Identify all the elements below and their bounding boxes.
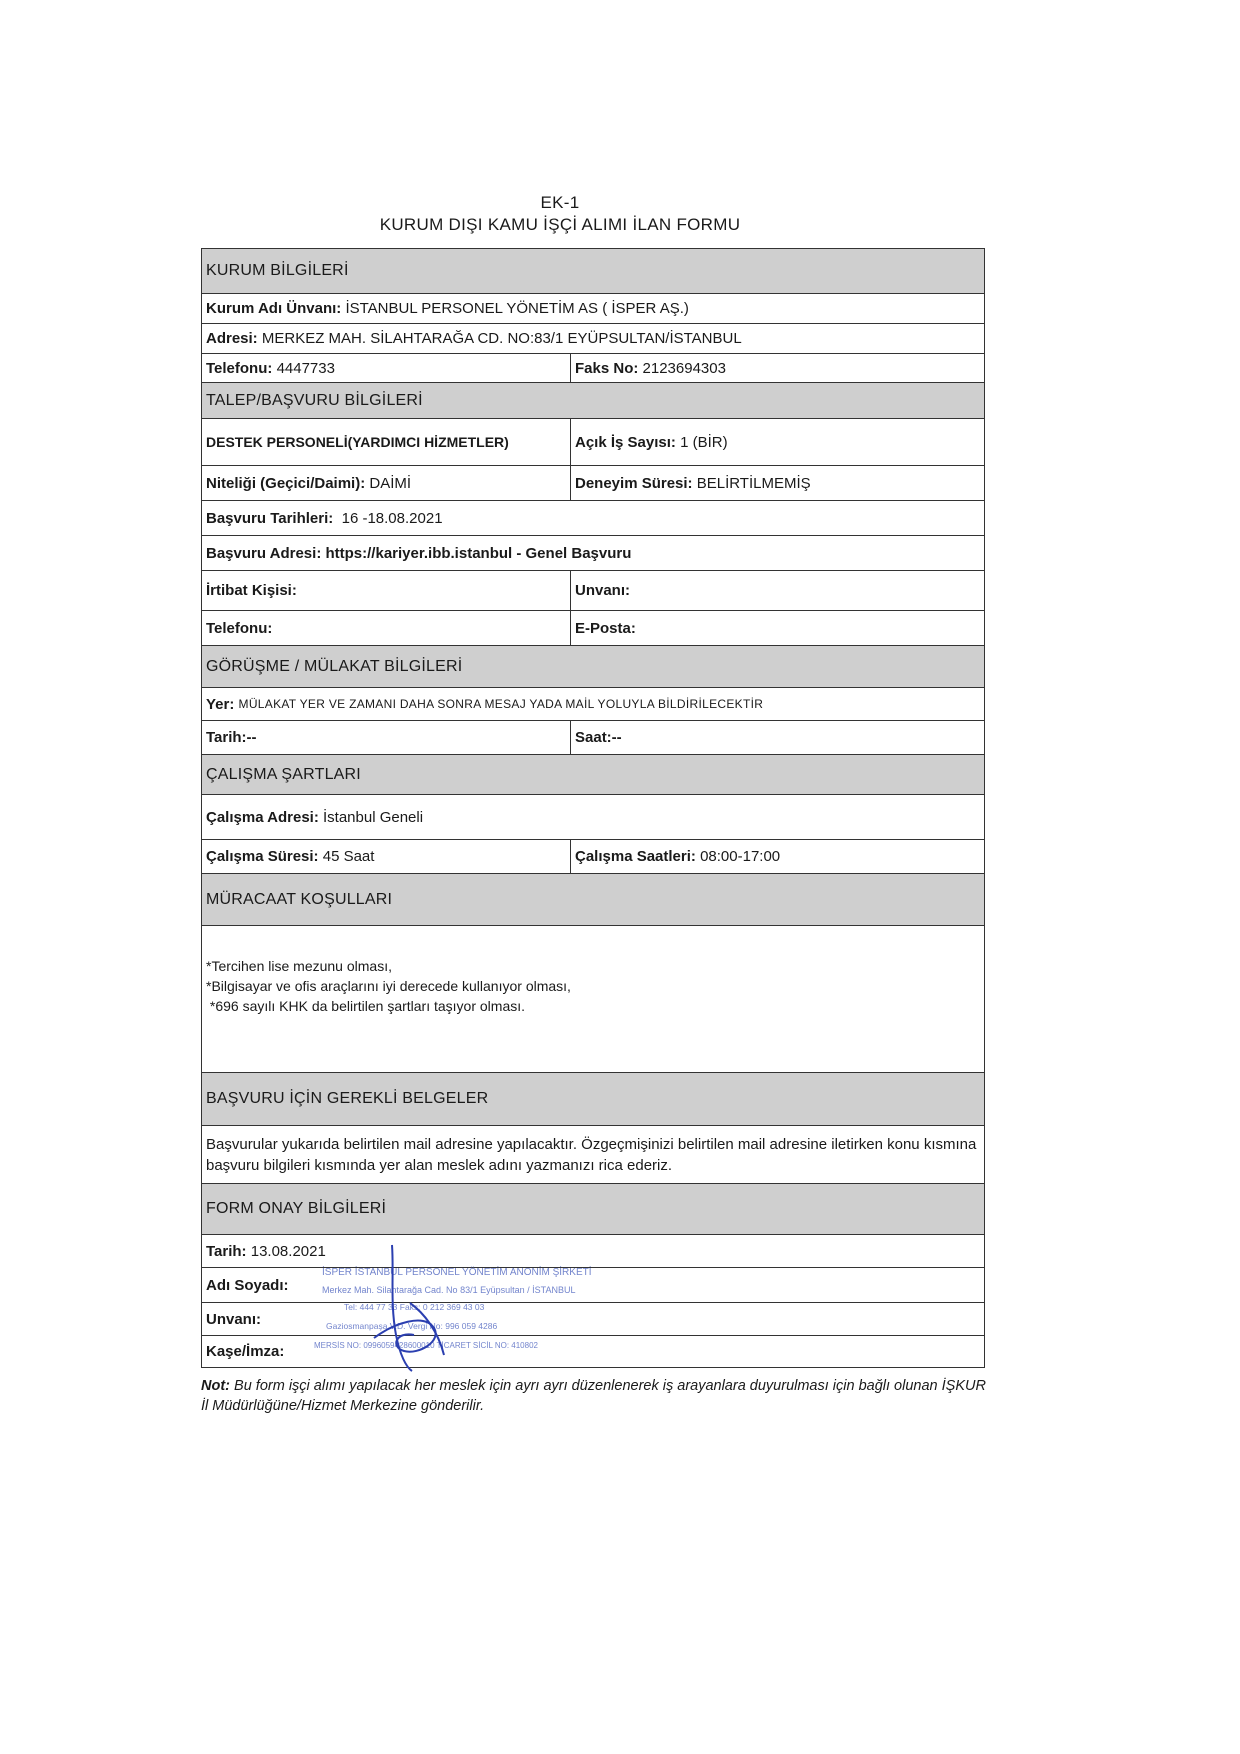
documents-text: Başvurular yukarıda belirtilen mail adresine yapılacaktır. Özgeçmişinizi belirtilen mail adresine iletirken konu kısmına başvuru bilgileri kısmında yer alan meslek adını yazmanızı rica ederiz.	[206, 1136, 977, 1174]
section-requirements	[202, 874, 984, 926]
institution-phone: 4447733	[276, 359, 335, 377]
interview-date-label: Tarih:--	[206, 729, 257, 746]
contact-phone-row	[202, 611, 984, 646]
stamp-line: Merkez Mah. Silahtarağa Cad. No 83/1 Eyüpsultan / İSTANBUL	[322, 1285, 576, 1295]
approval-signature-row	[202, 1336, 984, 1367]
field-label: Niteliği (Geçici/Daimi):	[206, 474, 366, 492]
openings-count: 1 (BİR)	[680, 433, 728, 451]
interview-place-row	[202, 688, 984, 721]
field-label: Çalışma Saatleri:	[575, 848, 696, 865]
contact-row	[202, 571, 984, 611]
field-label: Çalışma Süresi:	[206, 848, 319, 865]
interview-place: MÜLAKAT YER VE ZAMANI DAHA SONRA MESAJ YADA MAİL YOLUYLA BİLDİRİLECEKTİR	[238, 697, 764, 711]
contact-email-label: E-Posta:	[575, 619, 636, 637]
stamp-line: Tel: 444 77 33 Faks: 0 212 369 43 03	[344, 1302, 485, 1312]
field-label: Başvuru Adresi:	[206, 544, 322, 562]
work-address-row	[202, 795, 984, 840]
section-interview	[202, 646, 984, 688]
work-address: İstanbul Geneli	[323, 808, 424, 826]
contact-title-label: Unvanı:	[575, 582, 631, 599]
field-label: Adı Soyadı:	[206, 1276, 289, 1294]
section-title: GÖRÜŞME / MÜLAKAT BİLGİLERİ	[202, 646, 984, 687]
position-row	[202, 419, 984, 466]
interview-time-label: Saat:--	[575, 729, 622, 746]
list-item: *Bilgisayar ve ofis araçlarını iyi derecede kullanıyor olması,	[206, 978, 571, 994]
institution-contact-row	[202, 354, 984, 383]
institution-address-row	[202, 324, 984, 354]
stamp-line: MERSİS NO: 0996059428600010 TİCARET SİCİL NO: 410802	[314, 1341, 538, 1350]
list-item: *Tercihen lise mezunu olması,	[206, 958, 392, 974]
section-title: MÜRACAAT KOŞULLARI	[202, 874, 984, 925]
approval-date-row	[202, 1235, 984, 1268]
section-title: ÇALIŞMA ŞARTLARI	[202, 755, 984, 794]
footnote	[201, 1376, 991, 1416]
application-dates: 16 -18.08.2021	[341, 509, 443, 527]
field-label: Tarih:	[206, 1242, 247, 1260]
institution-name: İSTANBUL PERSONEL YÖNETİM AS ( İSPER AŞ.)	[345, 300, 689, 317]
section-conditions	[202, 755, 984, 795]
work-hours: 08:00-17:00	[700, 848, 781, 865]
institution-address: MERKEZ MAH. SİLAHTARAĞA CD. NO:83/1 EYÜPSULTAN/İSTANBUL	[261, 330, 742, 347]
employment-type: DAİMİ	[369, 474, 412, 492]
note-label: Not:	[201, 1378, 230, 1394]
contact-person-label: İrtibat Kişisi:	[206, 582, 297, 599]
field-label: Kaşe/İmza:	[206, 1343, 285, 1360]
position-name: DESTEK PERSONELİ(YARDIMCI HİZMETLER)	[206, 434, 509, 450]
section-approval	[202, 1184, 984, 1235]
form-title: KURUM DIŞI KAMU İŞÇİ ALIMI İLAN FORMU	[379, 215, 741, 234]
field-label: Başvuru Tarihleri:	[206, 509, 334, 527]
job-posting-form	[201, 248, 985, 1368]
field-label: Unvanı:	[206, 1310, 262, 1328]
section-title: KURUM BİLGİLERİ	[202, 249, 984, 293]
list-item: *696 sayılı KHK da belirtilen şartları taşıyor olması.	[206, 998, 526, 1014]
institution-name-row	[202, 294, 984, 324]
stamp-line: Gaziosmanpaşa V.D. Vergi No: 996 059 4286	[326, 1321, 498, 1331]
application-url: https://kariyer.ibb.istanbul - Genel Başvuru	[325, 544, 632, 562]
field-label: Telefonu:	[206, 359, 273, 377]
contact-phone-label: Telefonu:	[206, 619, 273, 637]
institution-fax: 2123694303	[642, 359, 726, 377]
section-title: FORM ONAY BİLGİLERİ	[202, 1184, 984, 1234]
url-row	[202, 536, 984, 571]
field-label: Kurum Adı Ünvanı:	[206, 300, 342, 317]
field-label: Açık İş Sayısı:	[575, 433, 676, 451]
section-title: TALEP/BAŞVURU BİLGİLERİ	[202, 383, 984, 418]
approval-date: 13.08.2021	[250, 1242, 326, 1260]
approval-name-row	[202, 1268, 984, 1303]
section-title: BAŞVURU İÇİN GEREKLİ BELGELER	[202, 1073, 984, 1125]
requirements-list	[202, 926, 984, 1072]
field-label: Deneyim Süresi:	[575, 474, 693, 492]
note-text: Bu form işçi alımı yapılacak her meslek için ayrı ayrı düzenlenerek iş arayanlara duyurulması için bağlı olunan İŞKUR İl Müdürlüğüne/Hizmet Merkezine gönderilir.	[201, 1378, 986, 1414]
field-label: Faks No:	[575, 359, 639, 377]
experience-value: BELİRTİLMEMİŞ	[696, 474, 811, 492]
annex-label: EK-1	[540, 193, 580, 212]
documents-row	[202, 1126, 984, 1184]
section-institution	[202, 249, 984, 294]
field-label: Çalışma Adresi:	[206, 808, 319, 826]
approval-title-row	[202, 1303, 984, 1336]
type-row	[202, 466, 984, 501]
field-label: Adresi:	[206, 330, 258, 347]
stamp-line: İSPER İSTANBUL PERSONEL YÖNETİM ANONİM ŞİRKETİ	[322, 1267, 592, 1278]
section-application	[202, 383, 984, 419]
interview-time-row	[202, 721, 984, 755]
section-documents	[202, 1073, 984, 1126]
requirements-row	[202, 926, 984, 1073]
dates-row	[202, 501, 984, 536]
work-hours-row	[202, 840, 984, 874]
field-label: Yer:	[206, 695, 235, 713]
work-duration: 45 Saat	[322, 848, 375, 865]
